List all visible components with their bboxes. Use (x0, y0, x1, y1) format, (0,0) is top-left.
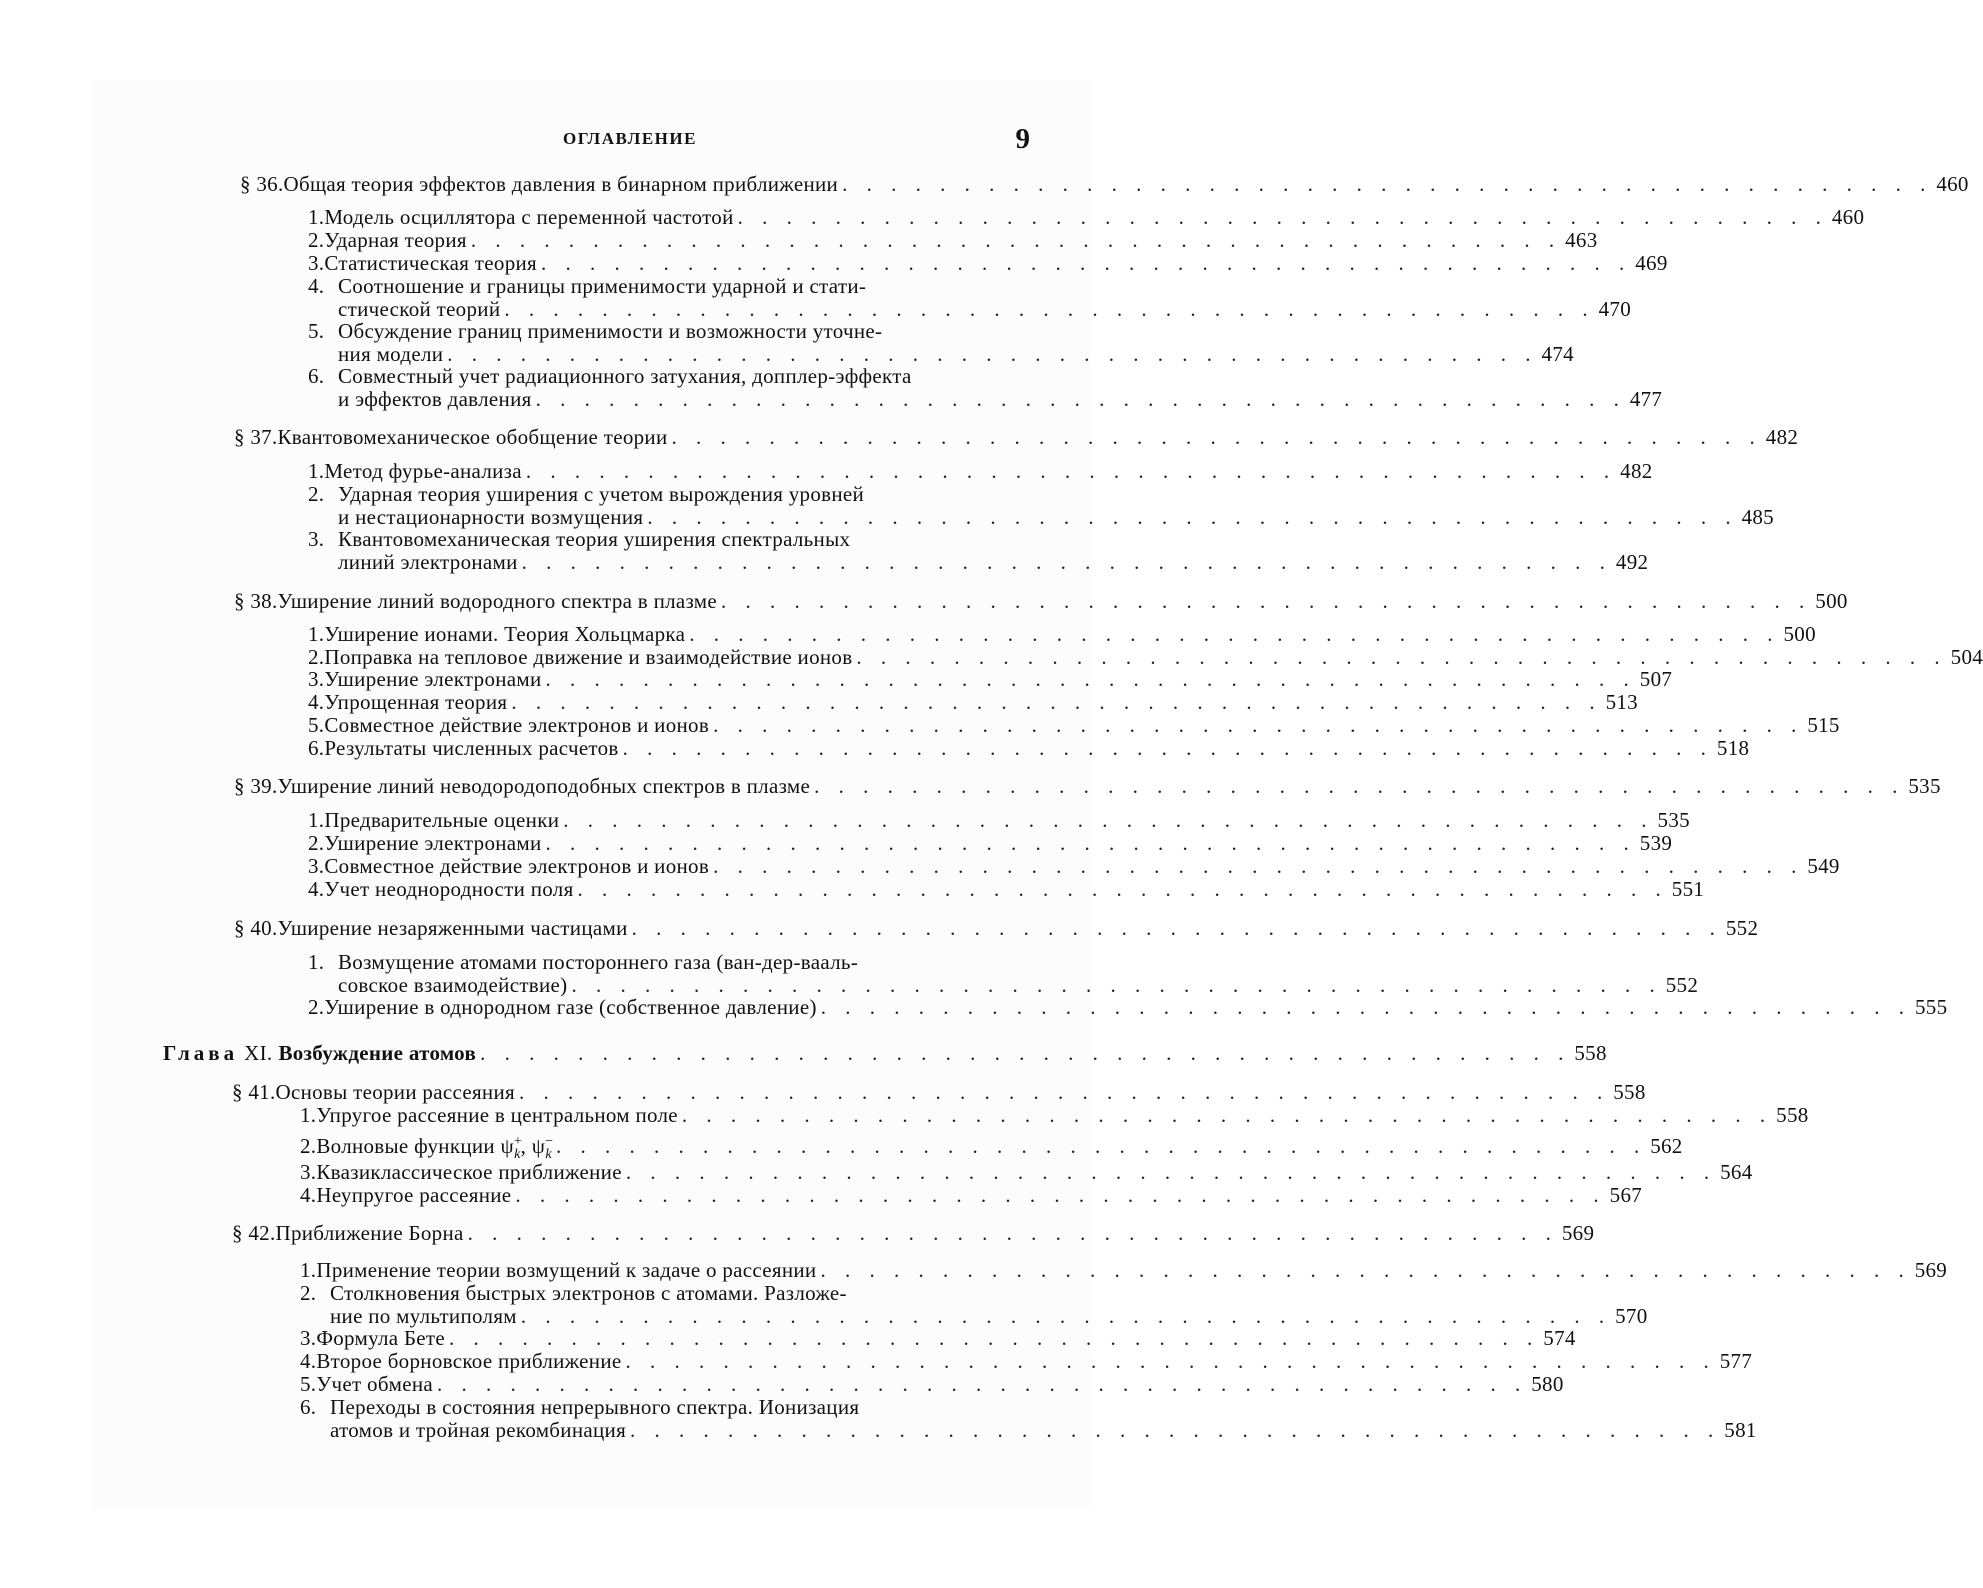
section-heading-page: 569 (1561, 1221, 1595, 1245)
section-heading-text: Уширение линий неводородоподобных спектров в плазме (277, 774, 811, 798)
chapter-number: XI. (244, 1041, 273, 1065)
psi-k: k (514, 1147, 521, 1163)
toc-entry-page: 513 (1605, 690, 1638, 714)
toc-entry (308, 736, 1750, 760)
toc-entry-text: Формула Бете (316, 1326, 446, 1350)
toc-entry-continued-text: ния модели (338, 342, 444, 366)
toc-entry (308, 364, 1020, 388)
toc-entry (308, 831, 1673, 855)
toc-entry-number: 1. (308, 808, 325, 832)
dot-leader: . . . . . . . . . . . . . . . . . . . . . . . . . . . . . . . . . . . . . . . . . . . . . (713, 854, 1804, 878)
header-title: ОГЛАВЛЕНИЕ (563, 129, 697, 148)
section-heading-text: Общая теория эффектов давления в бинарном приближении (283, 172, 839, 196)
toc-entry-continued (338, 342, 1574, 366)
toc-entry-number: 5. (308, 713, 325, 737)
toc-entry-continued (338, 297, 1632, 321)
dot-leader: . . . . . . . . . . . . . . . . . . . . . . . . . . . . . . . . . . . . . . . . . . . . . (820, 1258, 1911, 1282)
toc-entry-continued (330, 1304, 1648, 1328)
toc-entry (308, 622, 1816, 646)
toc-entry (308, 319, 1020, 343)
toc-entry-continued-page: 485 (1741, 505, 1774, 529)
dot-leader: . . . . . . . . . . . . . . . . . . . . . . . . . . . . . . . . . . . . . . . . . . . . . (520, 1304, 1612, 1328)
toc-entry-page: 555 (1915, 995, 1948, 1019)
toc-entry-text: Модель осциллятора с переменной частотой (324, 205, 734, 229)
toc-entry-number: 1. (308, 622, 325, 646)
toc-entry-text: Волновые функции $\psi^+_k$, $\psi^-_k$ (316, 1134, 554, 1163)
toc-entry-number: 4. (308, 877, 325, 901)
section-heading-page: 500 (1815, 589, 1848, 613)
toc-entry-page: 574 (1543, 1326, 1576, 1350)
toc-entry-continued-page: 474 (1541, 342, 1574, 366)
toc-entry-continued-page: 470 (1598, 297, 1632, 321)
toc-entry (308, 645, 1983, 669)
toc-entry-text: Результаты численных расчетов (324, 736, 619, 760)
section-heading-number: § 38. (234, 589, 278, 613)
toc-entry-page: 580 (1531, 1372, 1564, 1396)
chapter-page: 558 (1574, 1041, 1607, 1065)
psi-minus: − (545, 1134, 554, 1149)
toc-entry (300, 1372, 1564, 1396)
toc-entry-number: 4. (300, 1349, 317, 1373)
toc-entry-text: Квазиклассическое приближение (316, 1160, 622, 1184)
toc-entry-page: 504 (1950, 645, 1983, 669)
dot-leader: . . . . . . . . . . . . . . . . . . . . . . . . . . . . . . . . . . . . . . . . . . . . . (737, 205, 1828, 229)
dot-leader: . . . . . . . . . . . . . . . . . . . . . . . . . . . . . . . . . . . . . . . . . . . . . (504, 297, 1595, 321)
section-heading (240, 172, 1969, 196)
toc-entry-text: Предварительные оценки (324, 808, 560, 832)
section-heading-number: § 39. (234, 774, 278, 798)
header-page-number: 9 (1015, 123, 1030, 155)
section-heading-text: Квантовомеханическое обобщение теории (277, 425, 668, 449)
section-heading-page: 552 (1725, 916, 1759, 940)
toc-entry-continued (338, 387, 1663, 411)
dot-leader: . . . . . . . . . . . . . . . . . . . . . . . . . . . . . . . . . . . . . . . . . . . . . (449, 1326, 1540, 1350)
dot-leader: . . . . . . . . . . . . . . . . . . . . . . . . . . . . . . . . . . . . . . . . . . . . . (480, 1041, 1571, 1065)
dot-leader: . . . . . . . . . . . . . . . . . . . . . . . . . . . . . . . . . . . . . . . . . . . . . (437, 1372, 1528, 1396)
toc-entry-text: Поправка на тепловое движение и взаимодействие ионов (324, 645, 853, 669)
toc-entry (308, 950, 1020, 974)
toc-entry-continued (338, 505, 1774, 529)
toc-entry-page: 469 (1635, 251, 1668, 275)
toc-entry-number: 3. (308, 251, 325, 275)
psi-plus: + (513, 1134, 523, 1149)
toc-entry-number: 1. (300, 1103, 317, 1127)
toc-entry-number: 2. (308, 995, 325, 1019)
toc-entry-number: 4. (308, 690, 325, 714)
toc-entry-number: 1. (308, 205, 325, 229)
toc-entry-text: Возмущение атомами постороннего газа (ван-дер-вааль- (338, 950, 859, 974)
dot-leader: . . . . . . . . . . . . . . . . . . . . . . . . . . . . . . . . . . . . . . . . . . . . . (625, 1160, 1717, 1184)
section-heading-text: Уширение незаряженными частицами (277, 916, 628, 940)
dot-leader: . . . . . . . . . . . . . . . . . . . . . . . . . . . . . . . . . . . . . . . . . . . . . (525, 459, 1617, 483)
toc-entry-number: 3. (308, 854, 325, 878)
section-heading (232, 1080, 1646, 1104)
toc-entry-text: Обсуждение границ применимости и возможности уточне- (338, 319, 883, 343)
toc-entry-text: Метод фурье-анализа (324, 459, 522, 483)
toc-entry (308, 459, 1653, 483)
dot-leader: . . . . . . . . . . . . . . . . . . . . . . . . . . . . . . . . . . . . . . . . . . . . . (518, 1080, 1610, 1104)
dot-leader: . . . . . . . . . . . . . . . . . . . . . . . . . . . . . . . . . . . . . . . . . . . . . (814, 774, 1905, 798)
toc-entry-number: 4. (308, 274, 325, 298)
dot-leader: . . . . . . . . . . . . . . . . . . . . . . . . . . . . . . . . . . . . . . . . . . . . . (631, 916, 1722, 940)
toc-entry-text: Статистическая теория (324, 251, 537, 275)
toc-entry (308, 251, 1668, 275)
toc-entry-continued-text: ние по мультиполям (330, 1304, 517, 1328)
toc-entry (308, 877, 1705, 901)
psi-k: k (545, 1147, 552, 1163)
toc-entry-text: Переходы в состояния непрерывного спектра. Ионизация (330, 1395, 860, 1419)
dot-leader: . . . . . . . . . . . . . . . . . . . . . . . . . . . . . . . . . . . . . . . . . . . . . (545, 667, 1636, 691)
dot-leader: . . . . . . . . . . . . . . . . . . . . . . . . . . . . . . . . . . . . . . . . . . . . . (515, 1183, 1606, 1207)
dot-leader: . . . . . . . . . . . . . . . . . . . . . . . . . . . . . . . . . . . . . . . . . . . . . (630, 1418, 1721, 1442)
section-heading (234, 589, 1848, 613)
chapter-heading (163, 1041, 1607, 1065)
toc-entry-page: 500 (1783, 622, 1816, 646)
toc-entry (308, 667, 1673, 691)
toc-entry-text: Соотношение и границы применимости ударной и стати- (338, 274, 867, 298)
toc-entry-page: 460 (1831, 205, 1865, 229)
toc-entry-number: 5. (308, 319, 325, 343)
toc-entry-text: Учет неоднородности поля (324, 877, 574, 901)
toc-entry-number: 3. (308, 527, 325, 551)
toc-entry (300, 1103, 1809, 1127)
chapter-label: Глава (163, 1041, 239, 1065)
dot-leader: . . . . . . . . . . . . . . . . . . . . . . . . . . . . . . . . . . . . . . . . . . . . . (647, 505, 1738, 529)
toc-entry-continued-text: совское взаимодействие) (338, 973, 568, 997)
toc-entry-page: 549 (1807, 854, 1840, 878)
toc-entry-continued (330, 1418, 1757, 1442)
dot-leader: . . . . . . . . . . . . . . . . . . . . . . . . . . . . . . . . . . . . . . . . . . . . . (571, 973, 1662, 997)
toc-entry-text: Применение теории возмущений к задаче о рассеянии (316, 1258, 817, 1282)
toc-entry-number: 3. (308, 667, 325, 691)
dot-leader: . . . . . . . . . . . . . . . . . . . . . . . . . . . . . . . . . . . . . . . . . . . . . (625, 1349, 1716, 1373)
toc-entry-continued-page: 492 (1615, 550, 1649, 574)
toc-entry-page: 515 (1807, 713, 1840, 737)
dot-leader: . . . . . . . . . . . . . . . . . . . . . . . . . . . . . . . . . . . . . . . . . . . . . (470, 228, 1562, 252)
toc-entry-text: Второе борновское приближение (316, 1349, 622, 1373)
toc-entry-continued-text: и нестационарности возмущения (338, 505, 644, 529)
toc-entry (308, 228, 1598, 252)
toc-entry-number: 2. (308, 645, 325, 669)
section-heading-text: Уширение линий водородного спектра в плазме (277, 589, 718, 613)
toc-entry-continued-text: атомов и тройная рекомбинация (330, 1418, 627, 1442)
section-heading-number: § 36. (240, 172, 284, 196)
dot-leader: . . . . . . . . . . . . . . . . . . . . . . . . . . . . . . . . . . . . . . . . . . . . . (681, 1103, 1773, 1127)
toc-entry (308, 527, 1020, 551)
toc-entry (308, 854, 1840, 878)
toc-entry (308, 205, 1865, 229)
dot-leader: . . . . . . . . . . . . . . . . . . . . . . . . . . . . . . . . . . . . . . . . . . . . . (713, 713, 1804, 737)
toc-entry (308, 690, 1638, 714)
toc-entry-continued (338, 973, 1699, 997)
toc-entry-number: 1. (308, 950, 325, 974)
toc-entry (300, 1258, 1948, 1282)
toc-entry (308, 995, 1948, 1019)
toc-entry-page: 567 (1609, 1183, 1643, 1207)
toc-entry-number: 6. (300, 1395, 317, 1419)
toc-entry-number: 6. (308, 364, 325, 388)
toc-entry-number: 6. (308, 736, 325, 760)
toc-entry-text: Учет обмена (316, 1372, 433, 1396)
section-heading-page: 460 (1936, 172, 1969, 196)
toc-entry-number: 2. (300, 1281, 317, 1305)
dot-leader: . . . . . . . . . . . . . . . . . . . . . . . . . . . . . . . . . . . . . . . . . . . . . (447, 342, 1538, 366)
toc-entry (308, 808, 1690, 832)
dot-leader: . . . . . . . . . . . . . . . . . . . . . . . . . . . . . . . . . . . . . . . . . . . . . (820, 995, 1911, 1019)
toc-entry-text: Ударная теория (324, 228, 467, 252)
toc-entry-number: 1. (300, 1258, 317, 1282)
toc-entry-number: 2. (308, 482, 325, 506)
section-heading (234, 916, 1759, 940)
toc-entry-number: 2. (300, 1134, 317, 1158)
dot-leader: . . . . . . . . . . . . . . . . . . . . . . . . . . . . . . . . . . . . . . . . . . . . . (545, 831, 1636, 855)
toc-entry-text: Совместный учет радиационного затухания, допплер-эффекта (338, 364, 912, 388)
toc-entry-page: 558 (1776, 1103, 1809, 1127)
section-heading-number: § 41. (232, 1080, 276, 1104)
dot-leader: . . . . . . . . . . . . . . . . . . . . . . . . . . . . . . . . . . . . . . . . . . . . . (511, 690, 1602, 714)
toc-entry-number: 2. (308, 831, 325, 855)
toc-entry-continued (338, 550, 1649, 574)
toc-entry-text: Ударная теория уширения с учетом вырождения уровней (338, 482, 865, 506)
toc-entry-number: 4. (300, 1183, 317, 1207)
section-heading-number: § 37. (234, 425, 278, 449)
toc-entry-page: 577 (1719, 1349, 1753, 1373)
dot-leader: . . . . . . . . . . . . . . . . . . . . . . . . . . . . . . . . . . . . . . . . . . . . . (689, 622, 1780, 646)
section-heading (234, 774, 1941, 798)
toc-entry-number: 5. (300, 1372, 317, 1396)
toc-entry-page: 463 (1565, 228, 1598, 252)
toc-entry-page: 539 (1639, 831, 1673, 855)
toc-entry (300, 1395, 1020, 1419)
section-heading-number: § 40. (234, 916, 278, 940)
toc-entry-continued-text: стической теорий (338, 297, 501, 321)
toc-entry-text: Столкновения быстрых электронов с атомами. Разложе- (330, 1281, 847, 1305)
dot-leader: . . . . . . . . . . . . . . . . . . . . . . . . . . . . . . . . . . . . . . . . . . . . . (842, 172, 1933, 196)
toc-entry (308, 713, 1840, 737)
toc-entry (300, 1160, 1753, 1184)
toc-entry-continued-page: 581 (1724, 1418, 1757, 1442)
section-heading-number: § 42. (232, 1221, 276, 1245)
toc-entry-number: 3. (300, 1326, 317, 1350)
dot-leader: . . . . . . . . . . . . . . . . . . . . . . . . . . . . . . . . . . . . . . . . . . . . . (467, 1221, 1558, 1245)
toc-entry-text: Уширение ионами. Теория Хольцмарка (324, 622, 686, 646)
toc-entry-page: 535 (1657, 808, 1690, 832)
toc-entry-text: Уширение в однородном газе (собственное давление) (324, 995, 817, 1019)
toc-entry-page: 507 (1639, 667, 1673, 691)
toc-entry-text: Совместное действие электронов и ионов (324, 854, 710, 878)
toc-entry-continued-text: и эффектов давления (338, 387, 532, 411)
toc-entry-number: 3. (300, 1160, 317, 1184)
dot-leader: . . . . . . . . . . . . . . . . . . . . . . . . . . . . . . . . . . . . . . . . . . . . . (555, 1134, 1647, 1158)
toc-entry-continued-page: 570 (1615, 1304, 1648, 1328)
toc-entry-text: Совместное действие электронов и ионов (324, 713, 710, 737)
toc-entry-text: Уширение электронами (324, 667, 542, 691)
section-heading (234, 425, 1799, 449)
section-heading-text: Основы теории рассеяния (275, 1080, 515, 1104)
dot-leader: . . . . . . . . . . . . . . . . . . . . . . . . . . . . . . . . . . . . . . . . . . . . . (721, 589, 1812, 613)
toc-entry-page: 569 (1914, 1258, 1948, 1282)
toc-entry-text: Уширение электронами (324, 831, 542, 855)
toc-entry-page: 482 (1620, 459, 1653, 483)
dot-leader: . . . . . . . . . . . . . . . . . . . . . . . . . . . . . . . . . . . . . . . . . . . . . (577, 877, 1668, 901)
dot-leader: . . . . . . . . . . . . . . . . . . . . . . . . . . . . . . . . . . . . . . . . . . . . . (563, 808, 1654, 832)
toc-entry-continued-page: 552 (1665, 973, 1699, 997)
toc-entry-text: Упрощенная теория (324, 690, 508, 714)
dot-leader: . . . . . . . . . . . . . . . . . . . . . . . . . . . . . . . . . . . . . . . . . . . . . (541, 251, 1632, 275)
toc-entry-text: Неупругое рассеяние (316, 1183, 512, 1207)
section-heading-page: 535 (1908, 774, 1941, 798)
toc-entry-number: 1. (308, 459, 325, 483)
dot-leader: . . . . . . . . . . . . . . . . . . . . . . . . . . . . . . . . . . . . . . . . . . . . . (671, 425, 1762, 449)
section-heading-text: Приближение Борна (275, 1221, 464, 1245)
toc-entry-continued-page: 477 (1629, 387, 1663, 411)
toc-entry (300, 1183, 1643, 1207)
toc-entry (300, 1326, 1576, 1350)
toc-entry (300, 1349, 1753, 1373)
toc-entry (308, 274, 1020, 298)
toc-entry-text: Квантовомеханическая теория уширения спектральных (338, 527, 851, 551)
toc-entry (300, 1281, 1020, 1305)
chapter-title: Возбуждение атомов (278, 1041, 477, 1065)
toc-entry-page: 551 (1671, 877, 1705, 901)
toc-entry-text: Упругое рассеяние в центральном поле (316, 1103, 678, 1127)
dot-leader: . . . . . . . . . . . . . . . . . . . . . . . . . . . . . . . . . . . . . . . . . . . . . (535, 387, 1626, 411)
dot-leader: . . . . . . . . . . . . . . . . . . . . . . . . . . . . . . . . . . . . . . . . . . . . . (856, 645, 1947, 669)
toc-entry-page: 564 (1720, 1160, 1753, 1184)
toc-entry-page: 518 (1716, 736, 1750, 760)
section-heading (232, 1221, 1595, 1245)
section-heading-page: 558 (1613, 1080, 1646, 1104)
section-heading-page: 482 (1765, 425, 1799, 449)
toc-entry-continued-text: линий электронами (338, 550, 518, 574)
toc-entry-page: 562 (1650, 1134, 1683, 1158)
toc-entry (308, 482, 1020, 506)
toc-entry-number: 2. (308, 228, 325, 252)
dot-leader: . . . . . . . . . . . . . . . . . . . . . . . . . . . . . . . . . . . . . . . . . . . . . (521, 550, 1612, 574)
dot-leader: . . . . . . . . . . . . . . . . . . . . . . . . . . . . . . . . . . . . . . . . . . . . . (622, 736, 1713, 760)
